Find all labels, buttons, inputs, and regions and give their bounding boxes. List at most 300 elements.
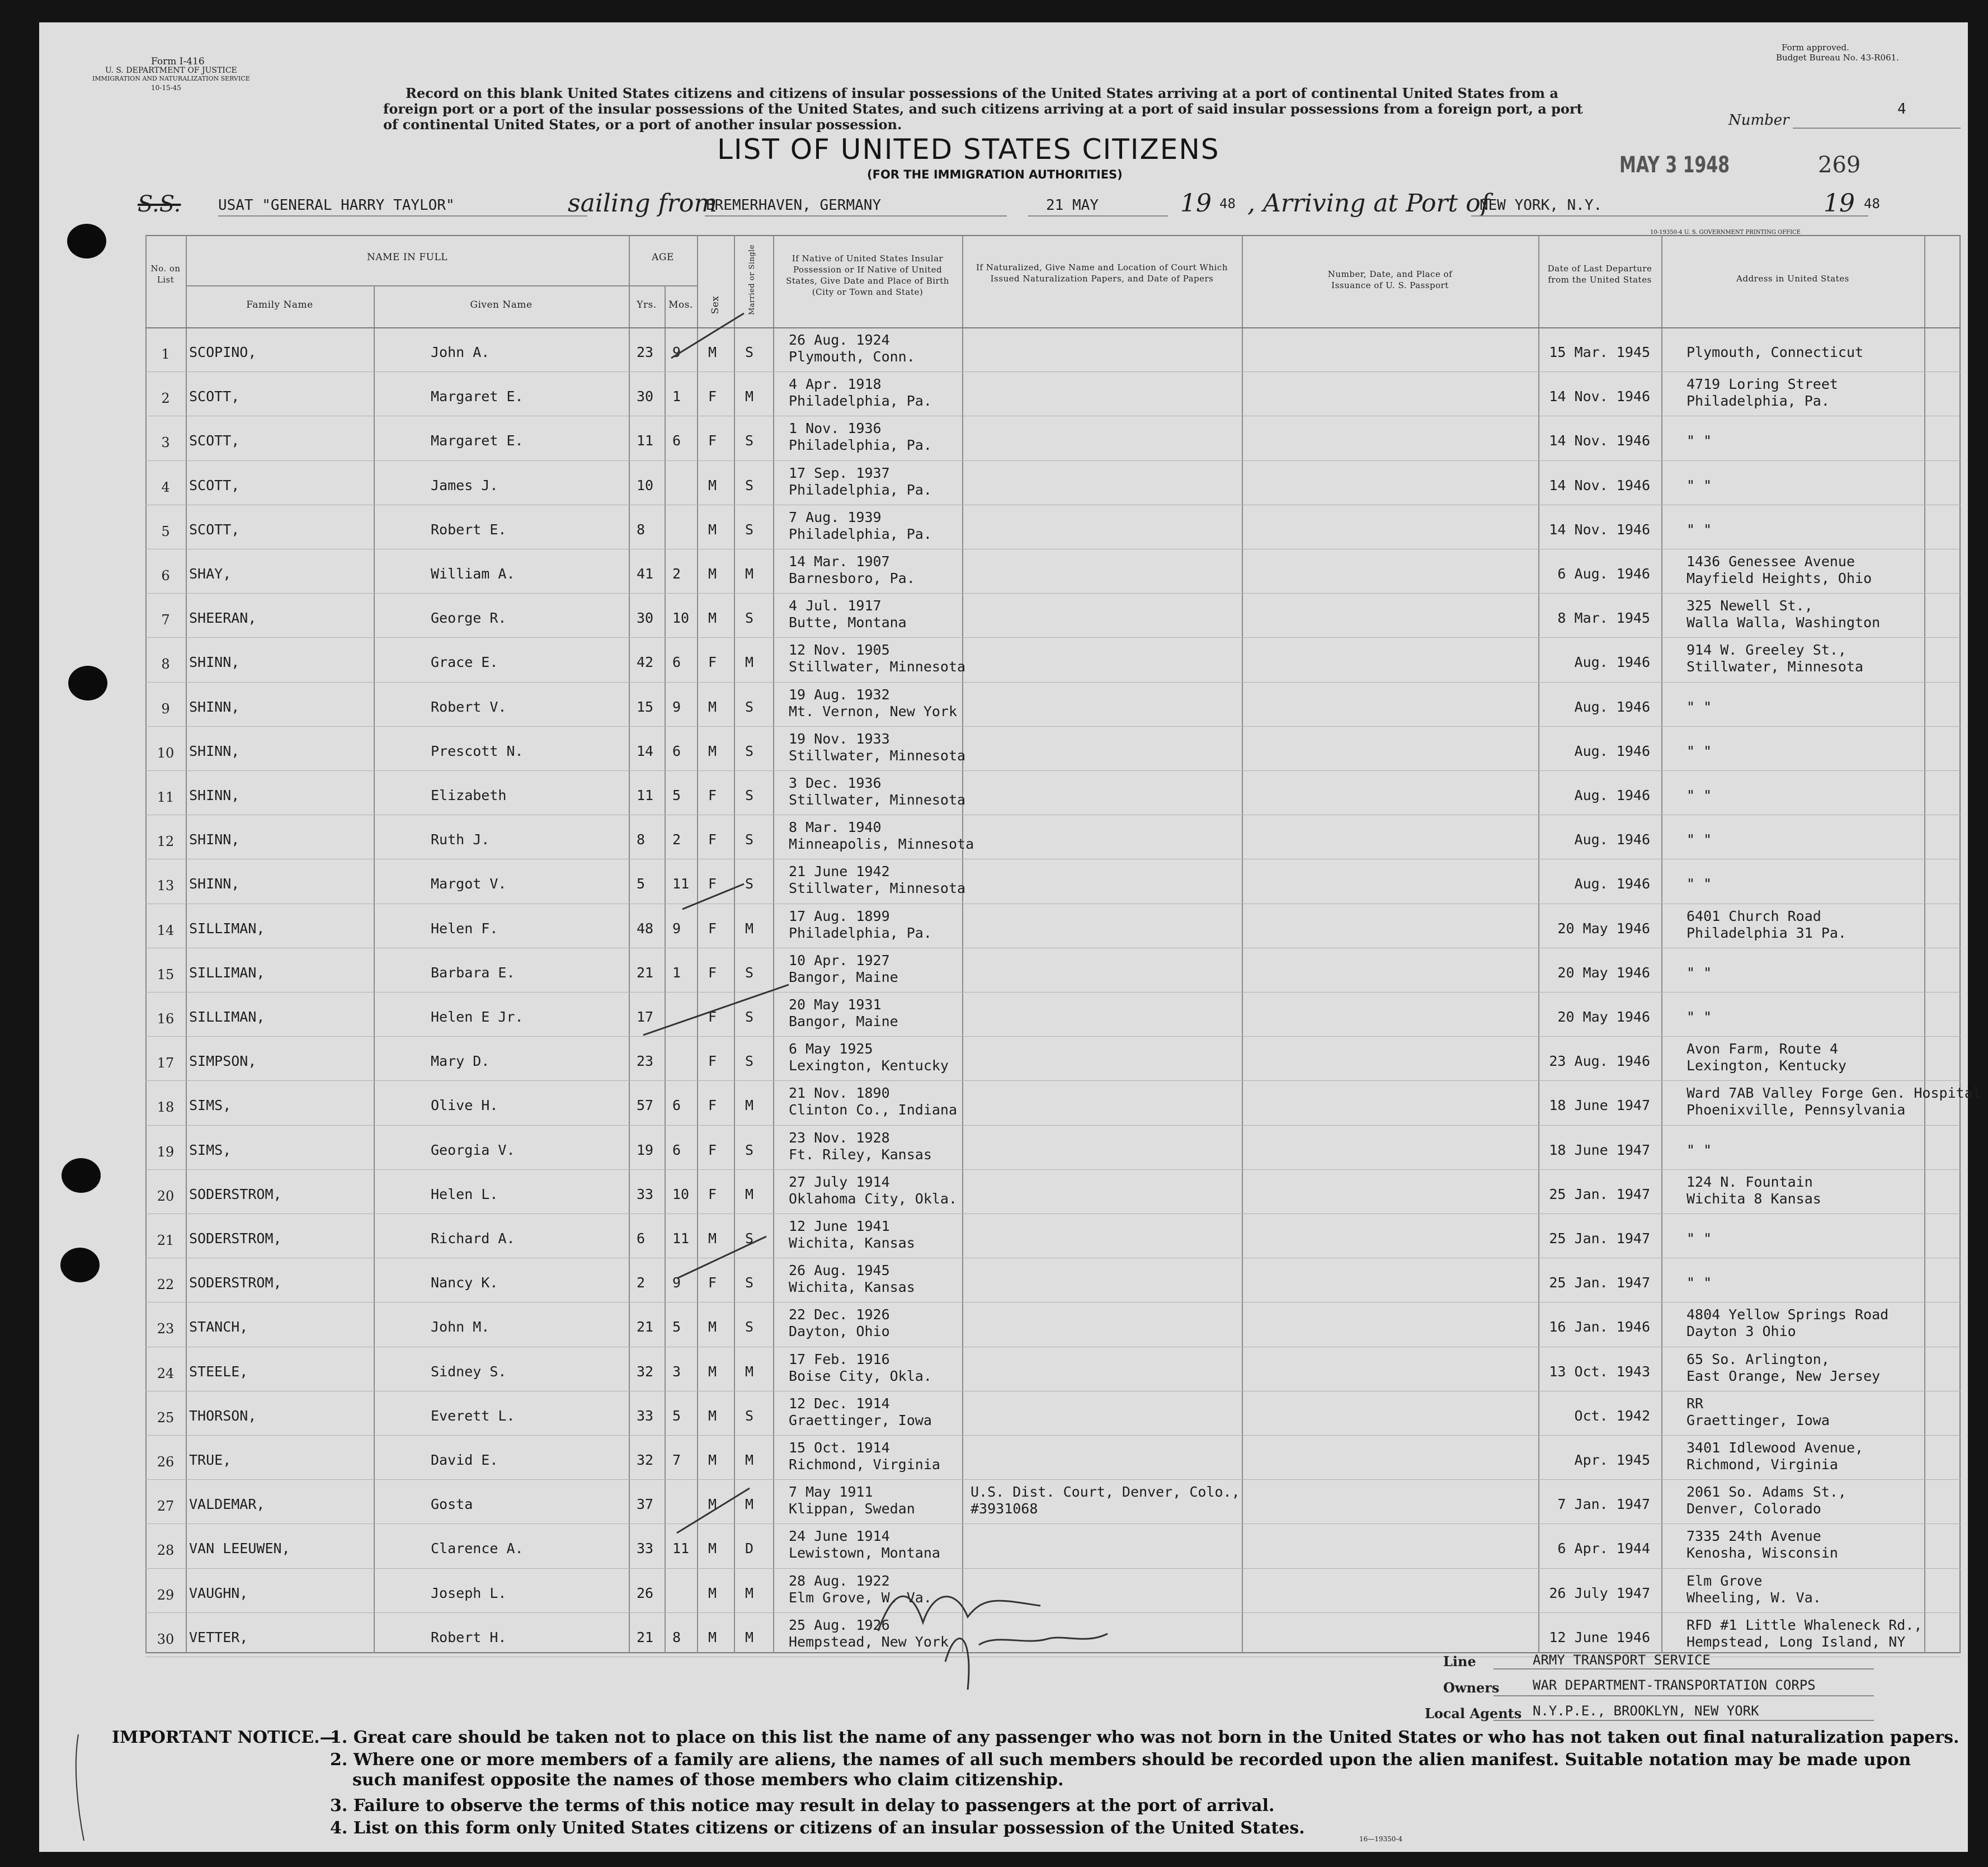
- last-departure: Aug. 1946: [1574, 742, 1650, 759]
- address-line-1: Elm Grove: [1686, 1572, 1763, 1589]
- row-number: 14: [157, 922, 175, 938]
- birth-date: 27 July 1914: [789, 1173, 890, 1190]
- age-months: 6: [672, 742, 681, 759]
- marital-status: S: [745, 344, 754, 360]
- age-years: 8: [637, 831, 646, 848]
- number-label: Number: [1728, 112, 1789, 129]
- marital-status: S: [745, 1009, 754, 1025]
- sex: M: [708, 698, 717, 715]
- birth-date: 7 May 1911: [789, 1484, 873, 1501]
- given-name: John A.: [431, 344, 490, 360]
- birth-place: Ft. Riley, Kansas: [789, 1146, 932, 1163]
- address-line-2: Graettinger, Iowa: [1686, 1412, 1830, 1428]
- age-years: 10: [637, 477, 654, 493]
- family-name: SILLIMAN,: [189, 1009, 265, 1025]
- age-years: 21: [637, 964, 654, 981]
- family-name: SHINN,: [189, 654, 240, 671]
- birth-place: Philadelphia, Pa.: [789, 437, 932, 454]
- age-years: 11: [637, 787, 654, 803]
- sex: F: [708, 1097, 717, 1114]
- row-number: 4: [161, 479, 170, 495]
- last-departure: 14 Nov. 1946: [1549, 388, 1650, 405]
- birth-place: Minneapolis, Minnesota: [789, 836, 974, 853]
- birth-date: 19 Aug. 1932: [789, 686, 890, 703]
- age-years: 15: [637, 698, 654, 715]
- family-name: VALDEMAR,: [189, 1496, 265, 1513]
- birth-date: 1 Nov. 1936: [789, 420, 882, 437]
- last-departure: 25 Jan. 1947: [1549, 1275, 1650, 1291]
- header-given-name: Given Name: [470, 299, 533, 311]
- sex: M: [708, 1319, 717, 1335]
- age-years: 32: [637, 1452, 654, 1468]
- birth-date: 28 Aug. 1922: [789, 1572, 890, 1589]
- address-line-2: East Orange, New Jersey: [1686, 1367, 1881, 1384]
- address-line-1: " ": [1686, 1230, 1712, 1247]
- marital-status: S: [745, 1319, 754, 1335]
- address-line-1: Ward 7AB Valley Forge Gen. Hospital: [1686, 1085, 1981, 1102]
- age-years: 19: [637, 1141, 654, 1158]
- address-line-1: " ": [1686, 477, 1712, 493]
- given-name: Prescott N.: [431, 742, 524, 759]
- sex: F: [708, 831, 717, 848]
- family-name: SCOTT,: [189, 521, 240, 538]
- last-departure: Oct. 1942: [1574, 1407, 1650, 1424]
- last-departure: Aug. 1946: [1574, 654, 1650, 671]
- last-departure: 14 Nov. 1946: [1549, 432, 1650, 449]
- agents-value: N.Y.P.E., BROOKLYN, NEW YORK: [1533, 1703, 1759, 1719]
- given-name: Mary D.: [431, 1053, 490, 1070]
- last-departure: 25 Jan. 1947: [1549, 1230, 1650, 1247]
- birth-place: Philadelphia, Pa.: [789, 924, 932, 941]
- header-address: Address in United States: [1736, 274, 1849, 284]
- given-name: Robert H.: [431, 1629, 507, 1645]
- family-name: SCOTT,: [189, 477, 240, 493]
- marital-status: S: [745, 876, 754, 892]
- address-line-1: " ": [1686, 1275, 1712, 1291]
- received-stamp: MAY 3 1948: [1619, 152, 1730, 178]
- given-name: Elizabeth: [431, 787, 507, 803]
- birth-date: 17 Aug. 1899: [789, 907, 890, 924]
- age-months: 11: [672, 1230, 690, 1247]
- birth-place: Lewistown, Montana: [789, 1545, 940, 1562]
- address-line-1: Plymouth, Connecticut: [1686, 344, 1864, 360]
- address-line-2: Philadelphia 31 Pa.: [1686, 924, 1846, 941]
- age-years: 14: [637, 742, 654, 759]
- row-number: 30: [157, 1631, 175, 1647]
- marital-status: M: [745, 1363, 754, 1380]
- age-years: 8: [637, 521, 646, 538]
- header-sex: Sex: [710, 295, 721, 314]
- given-name: Clarence A.: [431, 1540, 524, 1557]
- birth-place: Stillwater, Minnesota: [789, 880, 966, 897]
- given-name: George R.: [431, 610, 507, 627]
- address-line-1: RFD #1 Little Whaleneck Rd.,: [1686, 1616, 1923, 1633]
- family-name: SIMS,: [189, 1141, 232, 1158]
- last-departure: 8 Mar. 1945: [1557, 610, 1650, 627]
- pencil-marks: [39, 22, 1968, 1852]
- punch-hole: [67, 224, 106, 258]
- given-name: Barbara E.: [431, 964, 515, 981]
- header-no-on-list: No. on List: [150, 264, 181, 285]
- address-line-1: 4804 Yellow Springs Road: [1686, 1306, 1889, 1323]
- address-line-1: 65 So. Arlington,: [1686, 1351, 1830, 1367]
- last-departure: 6 Aug. 1946: [1557, 566, 1650, 582]
- last-departure: 18 June 1947: [1549, 1141, 1650, 1158]
- row-number: 11: [157, 789, 175, 805]
- address-line-1: 124 N. Fountain: [1686, 1173, 1813, 1190]
- birth-place: Dayton, Ohio: [789, 1323, 890, 1340]
- owners-label: Owners: [1443, 1680, 1500, 1696]
- address-line-2: Walla Walla, Washington: [1686, 614, 1881, 631]
- birth-date: 14 Mar. 1907: [789, 553, 890, 570]
- last-departure: 18 June 1947: [1549, 1097, 1650, 1114]
- birth-date: 4 Apr. 1918: [789, 376, 882, 393]
- address-line-2: Kenosha, Wisconsin: [1686, 1545, 1838, 1562]
- birth-date: 10 Apr. 1927: [789, 952, 890, 968]
- given-name: Robert E.: [431, 521, 507, 538]
- age-months: 10: [672, 1186, 690, 1202]
- row-number: 28: [157, 1542, 175, 1559]
- given-name: Richard A.: [431, 1230, 515, 1247]
- marital-status: S: [745, 610, 754, 627]
- address-line-1: " ": [1686, 1141, 1712, 1158]
- family-name: VAN LEEUWEN,: [189, 1540, 290, 1557]
- address-line-1: 3401 Idlewood Avenue,: [1686, 1440, 1864, 1456]
- arriving-label: , Arriving at Port of: [1247, 189, 1490, 218]
- age-years: 21: [637, 1319, 654, 1335]
- last-departure: 16 Jan. 1946: [1549, 1319, 1650, 1335]
- birth-date: 3 Dec. 1936: [789, 775, 882, 791]
- sex: M: [708, 1230, 717, 1247]
- family-name: SHINN,: [189, 876, 240, 892]
- sex: F: [708, 432, 717, 449]
- row-number: 15: [157, 966, 175, 982]
- age-months: 3: [672, 1363, 681, 1380]
- marital-status: M: [745, 1629, 754, 1645]
- header-mos: Mos.: [668, 299, 693, 311]
- address-line-1: " ": [1686, 521, 1712, 538]
- family-name: THORSON,: [189, 1407, 257, 1424]
- birth-place: Boise City, Okla.: [789, 1367, 932, 1384]
- family-name: SCOTT,: [189, 388, 240, 405]
- notice-2b: such manifest opposite the names of those members who claim citizenship.: [352, 1770, 1064, 1790]
- marital-status: S: [745, 964, 754, 981]
- given-name: Helen E Jr.: [431, 1009, 524, 1025]
- address-line-1: 6401 Church Road: [1686, 907, 1821, 924]
- sex: F: [708, 654, 717, 671]
- family-name: SIMPSON,: [189, 1053, 257, 1070]
- birth-date: 8 Mar. 1940: [789, 819, 882, 836]
- notice-title: IMPORTANT NOTICE.—: [112, 1728, 337, 1747]
- given-name: Helen L.: [431, 1186, 498, 1202]
- sex: F: [708, 787, 717, 803]
- sex: F: [708, 876, 717, 892]
- marital-status: M: [745, 566, 754, 582]
- age-years: 48: [637, 920, 654, 937]
- arrival-year-suffix: 48: [1864, 196, 1880, 211]
- address-line-1: " ": [1686, 964, 1712, 981]
- birth-place: Philadelphia, Pa.: [789, 525, 932, 542]
- marital-status: M: [745, 1584, 754, 1601]
- budget-bureau: Budget Bureau No. 43-R061.: [1776, 53, 1899, 63]
- birth-place: Philadelphia, Pa.: [789, 393, 932, 410]
- given-name: David E.: [431, 1452, 498, 1468]
- form-approved: Form approved.: [1782, 43, 1849, 53]
- address-line-1: RR: [1686, 1395, 1704, 1412]
- birth-place: Stillwater, Minnesota: [789, 792, 966, 808]
- family-name: STANCH,: [189, 1319, 248, 1335]
- notice-2a: 2. Where one or more members of a family are aliens, the names of all such members should be recorded upon the alien manifest. Suitable notation may be made upon: [330, 1750, 1911, 1770]
- sex: F: [708, 1053, 717, 1070]
- marital-status: S: [745, 1053, 754, 1070]
- marital-status: S: [745, 1275, 754, 1291]
- sex: F: [708, 920, 717, 937]
- last-departure: 23 Aug. 1946: [1549, 1053, 1650, 1070]
- marital-status: S: [745, 698, 754, 715]
- sex: F: [708, 1275, 717, 1291]
- family-name: SODERSTROM,: [189, 1186, 282, 1202]
- header-family-name: Family Name: [246, 299, 313, 311]
- intro-line-1: Record on this blank United States citizens and citizens of insular possessions of the United States arriving at a port of continental United States from a: [406, 85, 1558, 101]
- family-name: SODERSTROM,: [189, 1275, 282, 1291]
- age-years: 42: [637, 654, 654, 671]
- punch-hole: [62, 1158, 101, 1193]
- birth-place: Stillwater, Minnesota: [789, 747, 966, 764]
- birth-date: 17 Sep. 1937: [789, 464, 890, 481]
- marital-status: M: [745, 920, 754, 937]
- sex: M: [708, 1496, 717, 1513]
- age-months: 1: [672, 964, 681, 981]
- last-departure: Aug. 1946: [1574, 698, 1650, 715]
- notice-4: 4. List on this form only United States citizens or citizens of an insular possession of the United States.: [330, 1818, 1305, 1838]
- sex: M: [708, 1407, 717, 1424]
- sailing-from-value: BREMERHAVEN, GERMANY: [706, 197, 882, 214]
- birth-date: 21 June 1942: [789, 863, 890, 880]
- bottom-code: 16—19350-4: [1359, 1835, 1403, 1843]
- sex: F: [708, 1009, 717, 1025]
- sail-date: 21 MAY: [1046, 197, 1099, 214]
- line-label: Line: [1443, 1653, 1476, 1670]
- row-number: 13: [157, 878, 175, 894]
- given-name: William A.: [431, 566, 515, 582]
- row-number: 25: [157, 1409, 175, 1426]
- birth-place: Wichita, Kansas: [789, 1235, 915, 1251]
- row-number: 26: [157, 1454, 175, 1470]
- last-departure: 14 Nov. 1946: [1549, 521, 1650, 538]
- last-departure: 20 May 1946: [1557, 920, 1650, 937]
- last-departure: 15 Mar. 1945: [1549, 344, 1650, 360]
- page-number: 269: [1818, 152, 1861, 178]
- row-number: 24: [157, 1365, 175, 1381]
- number-value: 4: [1897, 101, 1906, 117]
- header-married-single: Married or Single: [748, 244, 756, 316]
- age-months: 9: [672, 698, 681, 715]
- address-line-1: 2061 So. Adams St.,: [1686, 1484, 1846, 1501]
- sex: M: [708, 742, 717, 759]
- age-years: 5: [637, 876, 646, 892]
- age-years: 32: [637, 1363, 654, 1380]
- age-months: 2: [672, 831, 681, 848]
- marital-status: M: [745, 1097, 754, 1114]
- dept-line-3: 10-15-45: [151, 84, 181, 92]
- marital-status: M: [745, 1496, 754, 1513]
- address-line-1: " ": [1686, 1009, 1712, 1025]
- last-departure: Aug. 1946: [1574, 787, 1650, 803]
- owners-underline: [1494, 1695, 1874, 1696]
- address-line-1: 4719 Loring Street: [1686, 376, 1838, 393]
- given-name: Margot V.: [431, 876, 507, 892]
- last-departure: 12 June 1946: [1549, 1629, 1650, 1645]
- row-number: 12: [157, 834, 175, 850]
- birth-date: 12 Dec. 1914: [789, 1395, 890, 1412]
- address-line-1: " ": [1686, 876, 1712, 892]
- page-subtitle: (FOR THE IMMIGRATION AUTHORITIES): [867, 168, 1123, 181]
- row-number: 9: [161, 700, 170, 717]
- marital-status: S: [745, 787, 754, 803]
- marital-status: S: [745, 831, 754, 848]
- given-name: Margaret E.: [431, 432, 524, 449]
- notice-1: 1. Great care should be taken not to place on this list the name of any passenger who was not born in the United States or who has not taken out final naturalization papers.: [330, 1728, 1959, 1747]
- age-years: 17: [637, 1009, 654, 1025]
- birth-place: Butte, Montana: [789, 614, 907, 631]
- given-name: Robert V.: [431, 698, 507, 715]
- form-number: Form I-416: [151, 56, 205, 67]
- age-months: 5: [672, 1407, 681, 1424]
- age-months: 6: [672, 432, 681, 449]
- birth-date: 6 May 1925: [789, 1041, 873, 1057]
- sex: M: [708, 1540, 717, 1557]
- row-number: 1: [161, 346, 170, 362]
- sex: M: [708, 1363, 717, 1380]
- given-name: Helen F.: [431, 920, 498, 937]
- birth-date: 12 Nov. 1905: [789, 642, 890, 659]
- birth-date: 20 May 1931: [789, 996, 882, 1013]
- address-line-1: " ": [1686, 742, 1712, 759]
- row-number: 3: [161, 435, 170, 451]
- owners-value: WAR DEPARTMENT-TRANSPORTATION CORPS: [1533, 1677, 1816, 1693]
- print-code: 10-19350-4 U. S. GOVERNMENT PRINTING OFFICE: [1650, 229, 1801, 236]
- row-number: 21: [157, 1233, 175, 1248]
- header-departure: Date of Last Departure from the United States: [1547, 264, 1652, 285]
- age-months: 1: [672, 388, 681, 405]
- age-months: 11: [672, 876, 690, 892]
- given-name: Ruth J.: [431, 831, 490, 848]
- address-line-2: Stillwater, Minnesota: [1686, 659, 1864, 675]
- birth-place: Richmond, Virginia: [789, 1456, 940, 1473]
- family-name: SODERSTROM,: [189, 1230, 282, 1247]
- last-departure: 20 May 1946: [1557, 964, 1650, 981]
- agents-underline: [1494, 1720, 1874, 1721]
- notice-3: 3. Failure to observe the terms of this notice may result in delay to passengers at the port of arrival.: [330, 1796, 1275, 1816]
- sex: M: [708, 566, 717, 582]
- birth-place: Bangor, Maine: [789, 1013, 898, 1029]
- last-departure: 6 Apr. 1944: [1557, 1540, 1650, 1557]
- row-number: 22: [157, 1277, 175, 1293]
- age-years: 2: [637, 1275, 646, 1291]
- family-name: SHINN,: [189, 787, 240, 803]
- sex: M: [708, 521, 717, 538]
- birth-place: Philadelphia, Pa.: [789, 481, 932, 498]
- given-name: Everett L.: [431, 1407, 515, 1424]
- age-years: 30: [637, 610, 654, 627]
- header-naturalized: If Naturalized, Give Name and Location of Court Which Issued Naturalization Papers, and Date of Papers: [976, 262, 1228, 284]
- given-name: Georgia V.: [431, 1141, 515, 1158]
- age-months: 5: [672, 787, 681, 803]
- last-departure: Aug. 1946: [1574, 876, 1650, 892]
- address-line-2: Richmond, Virginia: [1686, 1456, 1838, 1473]
- age-months: 11: [672, 1540, 690, 1557]
- birth-place: Clinton Co., Indiana: [789, 1102, 958, 1118]
- birth-place: Mt. Vernon, New York: [789, 703, 958, 719]
- birth-place: Stillwater, Minnesota: [789, 659, 966, 675]
- marital-status: M: [745, 1452, 754, 1468]
- address-line-1: 325 Newell St.,: [1686, 598, 1813, 614]
- given-name: Margaret E.: [431, 388, 524, 405]
- sail-year-prefix: 19: [1180, 189, 1212, 218]
- birth-place: Elm Grove, W. Va.: [789, 1589, 932, 1606]
- last-departure: 20 May 1946: [1557, 1009, 1650, 1025]
- birth-date: 19 Nov. 1933: [789, 730, 890, 747]
- sex: M: [708, 477, 717, 493]
- marital-status: M: [745, 654, 754, 671]
- age-years: 11: [637, 432, 654, 449]
- age-years: 33: [637, 1540, 654, 1557]
- address-line-1: 914 W. Greeley St.,: [1686, 642, 1846, 659]
- family-name: SHINN,: [189, 831, 240, 848]
- address-line-2: Phoenixville, Pennsylvania: [1686, 1102, 1906, 1118]
- given-name: John M.: [431, 1319, 490, 1335]
- family-name: SILLIMAN,: [189, 964, 265, 981]
- line-value: ARMY TRANSPORT SERVICE: [1533, 1652, 1711, 1668]
- row-number: 2: [161, 391, 170, 407]
- age-years: 30: [637, 388, 654, 405]
- sex: M: [708, 1452, 717, 1468]
- address-line-2: Wichita 8 Kansas: [1686, 1190, 1821, 1207]
- age-months: 6: [672, 1097, 681, 1114]
- marital-status: S: [745, 1230, 754, 1247]
- row-number: 18: [157, 1099, 175, 1116]
- birth-date: 25 Aug. 1926: [789, 1616, 890, 1633]
- address-line-1: " ": [1686, 831, 1712, 848]
- birth-date: 21 Nov. 1890: [789, 1085, 890, 1102]
- sex: M: [708, 1584, 717, 1601]
- intro-line-3: of continental United States, or a port of another insular possession.: [383, 116, 902, 133]
- age-years: 41: [637, 566, 654, 582]
- age-years: 21: [637, 1629, 654, 1645]
- marital-status: S: [745, 477, 754, 493]
- birth-place: Wichita, Kansas: [789, 1279, 915, 1296]
- row-number: 19: [157, 1144, 175, 1160]
- intro-line-2: foreign port or a port of the insular possessions of the United States, and such citizens arriving at a port of said insular possessions from a foreign port, a port: [383, 101, 1583, 117]
- header-passport: Number, Date, and Place of Issuance of U. S. Passport: [1327, 269, 1453, 290]
- birth-place: Hempstead, New York: [789, 1633, 949, 1650]
- family-name: VAUGHN,: [189, 1584, 248, 1601]
- last-departure: Aug. 1946: [1574, 831, 1650, 848]
- birth-date: 15 Oct. 1914: [789, 1440, 890, 1456]
- manifest-sheet: [39, 22, 1981, 1852]
- age-months: 8: [672, 1629, 681, 1645]
- naturalization-number: #3931068: [971, 1501, 1038, 1517]
- last-departure: 13 Oct. 1943: [1549, 1363, 1650, 1380]
- sex: F: [708, 388, 717, 405]
- row-number: 10: [157, 745, 175, 761]
- family-name: VETTER,: [189, 1629, 248, 1645]
- age-years: 26: [637, 1584, 654, 1601]
- marital-status: S: [745, 1407, 754, 1424]
- age-years: 37: [637, 1496, 654, 1513]
- given-name: James J.: [431, 477, 498, 493]
- age-months: 6: [672, 654, 681, 671]
